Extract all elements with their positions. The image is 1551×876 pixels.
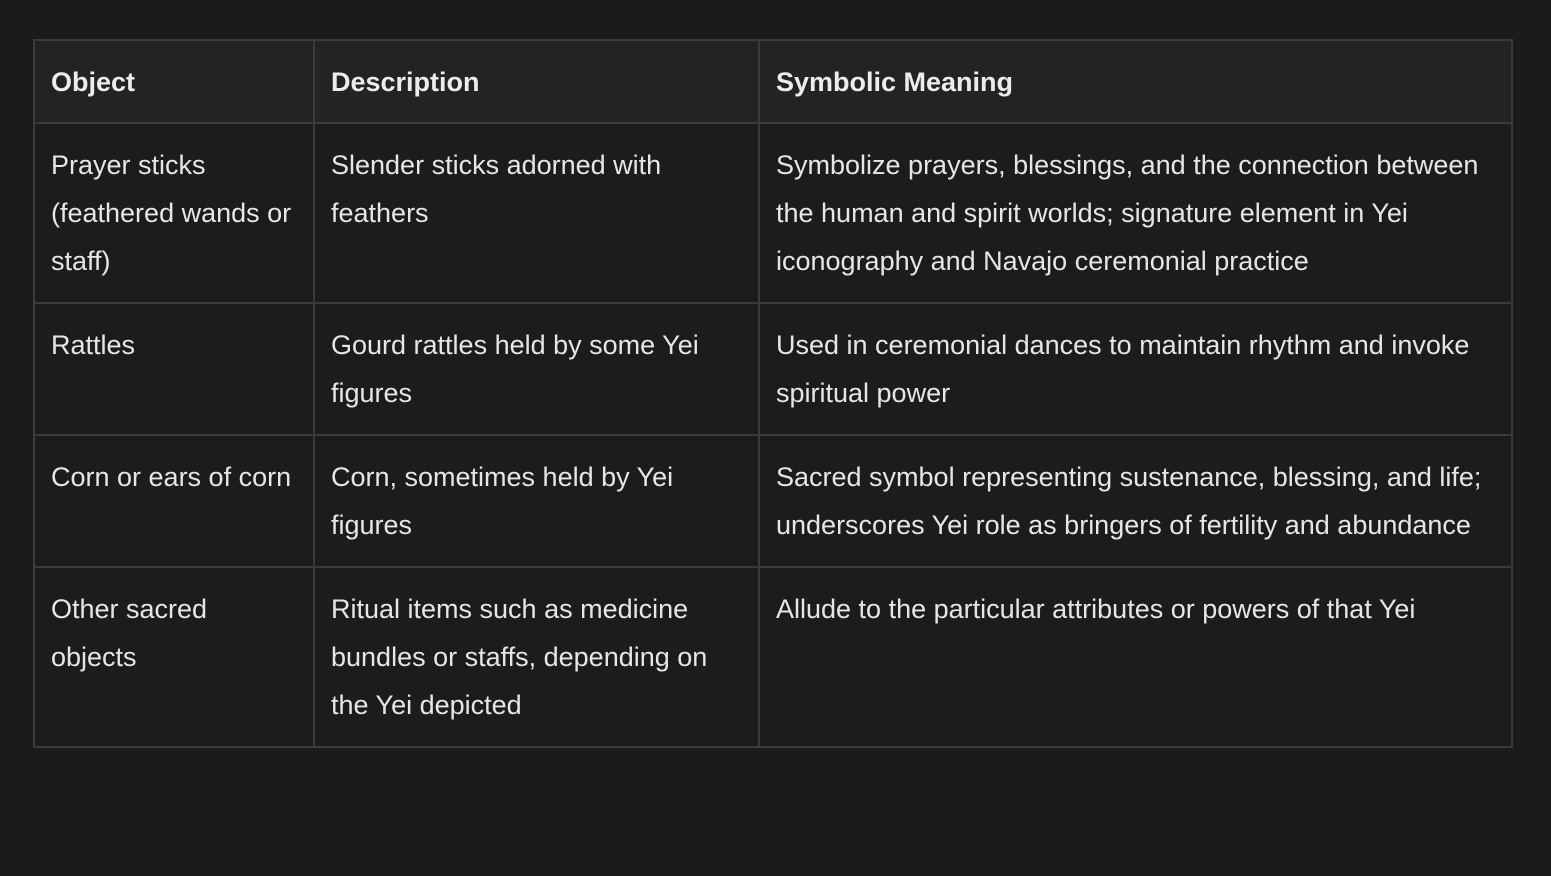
table-header-row (34, 40, 1512, 123)
header-description: Description (314, 40, 759, 123)
sacred-objects-table (33, 39, 1513, 748)
table-row (34, 435, 1512, 567)
header-symbolic-meaning: Symbolic Meaning (759, 40, 1512, 123)
cell-symbolic-meaning: Sacred symbol representing sustenance, blessing, and life; underscores Yei role as bringers of fertility and abundance (759, 435, 1512, 567)
table-row (34, 567, 1512, 747)
cell-description: Slender sticks adorned with feathers (314, 123, 759, 303)
cell-description: Ritual items such as medicine bundles or staffs, depending on the Yei depicted (314, 567, 759, 747)
cell-object: Rattles (34, 303, 314, 435)
cell-object: Prayer sticks (feathered wands or staff) (34, 123, 314, 303)
header-object: Object (34, 40, 314, 123)
cell-object: Other sacred objects (34, 567, 314, 747)
cell-description: Corn, sometimes held by Yei figures (314, 435, 759, 567)
table-row (34, 303, 1512, 435)
table-container (33, 39, 1511, 748)
cell-symbolic-meaning: Used in ceremonial dances to maintain rhythm and invoke spiritual power (759, 303, 1512, 435)
cell-object: Corn or ears of corn (34, 435, 314, 567)
table-row (34, 123, 1512, 303)
cell-symbolic-meaning: Allude to the particular attributes or powers of that Yei (759, 567, 1512, 747)
cell-description: Gourd rattles held by some Yei figures (314, 303, 759, 435)
cell-symbolic-meaning: Symbolize prayers, blessings, and the connection between the human and spirit worlds; signature element in Yei iconography and Navajo ceremonial practice (759, 123, 1512, 303)
